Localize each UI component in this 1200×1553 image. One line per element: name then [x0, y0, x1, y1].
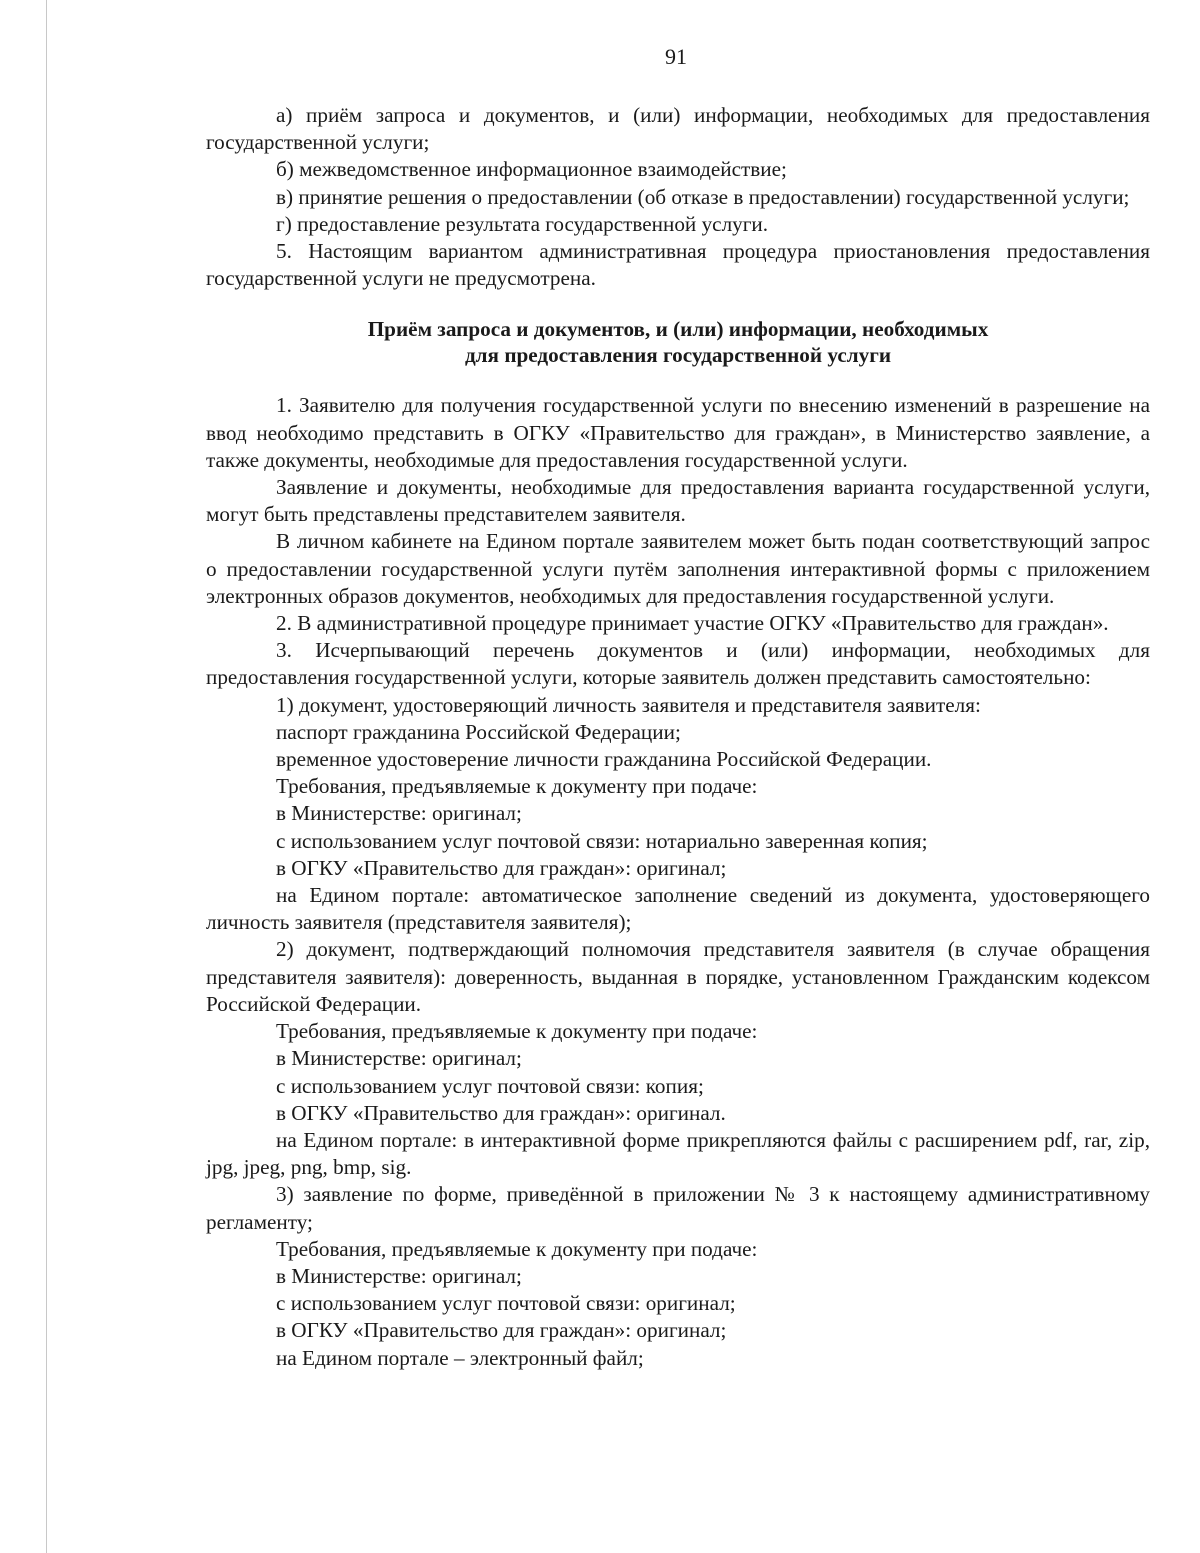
requirements-heading-2: Требования, предъявляемые к документу при подаче: — [276, 1019, 758, 1044]
paragraph-1: 1. Заявителю для получения государственной услуги по внесению изменений в разрешение на ввод необходимо представить в ОГКУ «Правительство для граждан», в Министерство заявление, а также документы, необходимые для предоставления государственной услуги. — [206, 393, 1150, 472]
section-heading-line2: для предоставления государственной услуги — [464, 343, 892, 368]
req-2-ministry: в Министерстве: оригинал; — [276, 1046, 522, 1071]
list-item-d: г) предоставление результата государственной услуги. — [276, 211, 769, 236]
req-1-ministry: в Министерстве: оригинал; — [276, 801, 522, 826]
req-1-ogku: в ОГКУ «Правительство для граждан»: оригинал; — [276, 855, 727, 880]
doc-item-1: 1) документ, удостоверяющий личность заявителя и представителя заявителя: — [276, 692, 981, 717]
req-1-post: с использованием услуг почтовой связи: нотариально заверенная копия; — [276, 828, 928, 853]
paragraph-5: 5. Настоящим вариантом административная процедура приостановления предоставления государственной услуги не предусмотрена. — [206, 239, 1150, 291]
section-heading — [206, 316, 1150, 368]
scan-edge-line — [46, 0, 47, 1553]
req-2-ogku: в ОГКУ «Правительство для граждан»: оригинал. — [276, 1100, 726, 1125]
req-2-post: с использованием услуг почтовой связи: копия; — [276, 1073, 704, 1098]
req-2-portal: на Едином портале: в интерактивной форме прикрепляются файлы с расширением pdf, rar, zip, jpg, jpeg, png, bmp, sig. — [206, 1127, 1150, 1180]
paragraph-2: 2. В административной процедуре принимает участие ОГКУ «Правительство для граждан». — [276, 611, 1109, 636]
doc-item-1-passport: паспорт гражданина Российской Федерации; — [276, 719, 681, 744]
requirements-heading-3: Требования, предъявляемые к документу при подаче: — [276, 1236, 758, 1261]
list-item-c: в) принятие решения о предоставлении (об отказе в предоставлении) государственной услуги; — [276, 184, 1130, 209]
paragraph-3: 3. Исчерпывающий перечень документов и (или) информации, необходимых для предоставления государственной услуги, которые заявитель должен представить самостоятельно: — [206, 638, 1150, 690]
doc-item-1-temp-id: временное удостоверение личности гражданина Российской Федерации. — [276, 747, 932, 772]
requirements-heading-1: Требования, предъявляемые к документу при подаче: — [276, 774, 758, 799]
req-3-ministry: в Министерстве: оригинал; — [276, 1263, 522, 1288]
req-3-post: с использованием услуг почтовой связи: оригинал; — [276, 1291, 736, 1316]
paragraph-representative: Заявление и документы, необходимые для предоставления варианта государственной услуги, могут быть представлены представителем заявителя. — [206, 475, 1150, 527]
req-1-portal: на Едином портале: автоматическое заполнение сведений из документа, удостоверяющего личность заявителя (представителя заявителя); — [206, 883, 1150, 935]
doc-item-2: 2) документ, подтверждающий полномочия представителя заявителя (в случае обращения представителя заявителя): доверенность, выданная в порядке, установленном Гражданским кодексом Российской Федерации. — [206, 937, 1150, 1016]
document-body — [206, 102, 1150, 1372]
list-item-a: а) приём запроса и документов, и (или) информации, необходимых для предоставления государственной услуги; — [206, 103, 1150, 155]
doc-item-3: 3) заявление по форме, приведённой в приложении № 3 к настоящему административному регламенту; — [206, 1182, 1150, 1234]
section-heading-line1: Приём запроса и документов, и (или) информации, необходимых — [367, 317, 989, 342]
paragraph-personal-cabinet: В личном кабинете на Едином портале заявителем может быть подан соответствующий запрос о предоставлении государственной услуги путём заполнения интерактивной формы с приложением электронных образов документов, необходимых для предоставления государственной услуги. — [206, 529, 1150, 608]
req-3-portal: на Едином портале – электронный файл; — [276, 1345, 644, 1370]
list-item-b: б) межведомственное информационное взаимодействие; — [276, 157, 787, 182]
page-number: 91 — [665, 44, 687, 69]
req-3-ogku: в ОГКУ «Правительство для граждан»: оригинал; — [276, 1318, 727, 1343]
